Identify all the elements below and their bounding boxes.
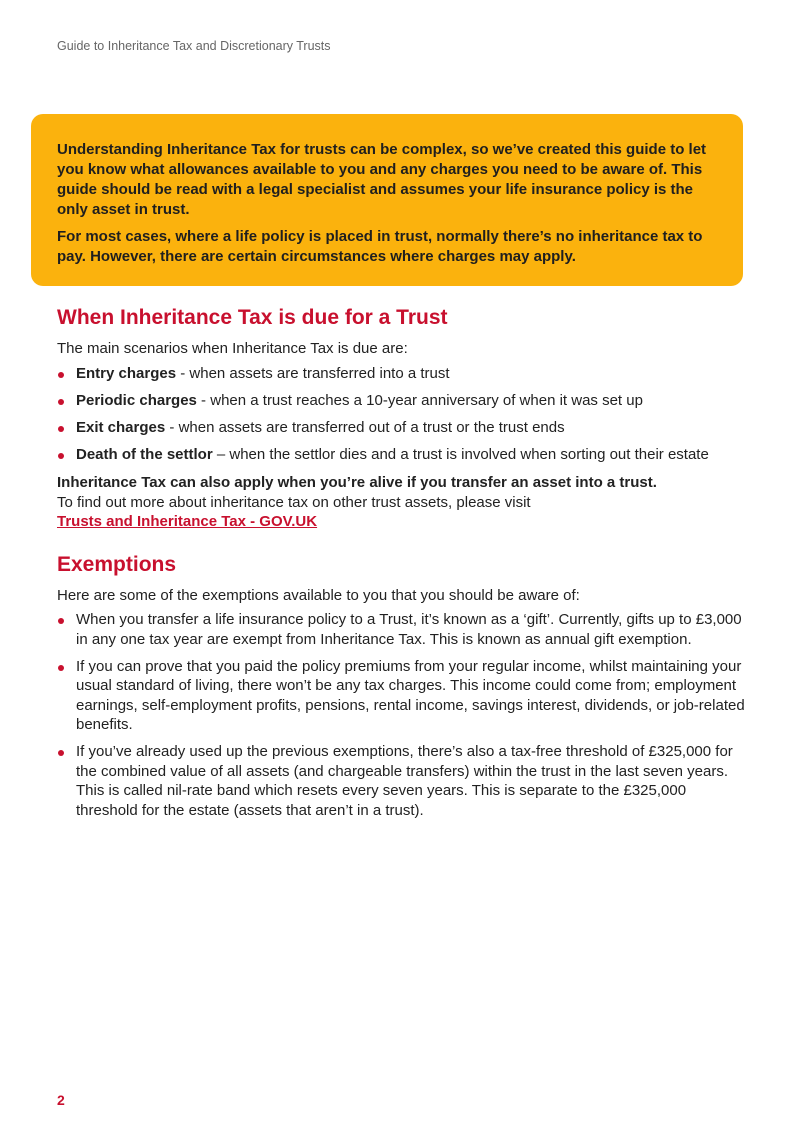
section-heading-when-due: When Inheritance Tax is due for a Trust xyxy=(57,306,448,329)
more-info-text: To find out more about inheritance tax on other trust assets, please visit xyxy=(57,493,531,511)
item-separator: – xyxy=(212,445,230,463)
item-separator: - xyxy=(196,391,211,409)
item-text: when assets are transferred out of a trust or the trust ends xyxy=(178,418,565,436)
list-item xyxy=(57,364,747,384)
alive-note: Inheritance Tax can also apply when you’re alive if you transfer an asset into a trust. xyxy=(57,474,657,491)
list-item xyxy=(57,391,747,411)
list-item xyxy=(57,445,747,465)
section-heading-exemptions: Exemptions xyxy=(57,552,177,576)
exemptions-list xyxy=(57,610,747,820)
main-content xyxy=(57,304,747,828)
item-term: Exit charges xyxy=(76,418,166,436)
item-text: when assets are transferred into a trust xyxy=(189,364,450,382)
item-term: Periodic charges xyxy=(76,391,197,409)
section-intro: The main scenarios when Inheritance Tax is due are: xyxy=(57,340,408,357)
item-separator: - xyxy=(176,364,190,382)
item-term: Entry charges xyxy=(76,364,177,382)
list-item: If you can prove that you paid the policy premiums from your regular income, whilst maintaining your usual standard of living, there won’t be any tax charges. This income could come from; employment earnings, self-employment profits, pensions, rental income, savings interest, dividends, or job-related benefits. xyxy=(57,657,747,735)
page-number: 2 xyxy=(57,1092,65,1108)
callout-paragraph: Understanding Inheritance Tax for trusts can be complex, so we’ve created this guide to let you know what allowances available to you and any charges you need to be aware of. This guide should be read with a legal specialist and assumes your life insurance policy is the only asset in trust. xyxy=(57,141,707,218)
list-item xyxy=(57,418,747,438)
list-item: If you’ve already used up the previous exemptions, there’s also a tax-free threshold of £325,000 for the combined value of all assets (and chargeable transfers) within the trust in the last seven years. This is called nil-rate band which resets every seven years. This is separate to the £325,000 threshold for the estate (assets that aren’t in a trust). xyxy=(57,742,747,820)
section-intro: Here are some of the exemptions available to you that you should be aware of: xyxy=(57,586,580,604)
item-text: when the settlor dies and a trust is involved when sorting out their estate xyxy=(229,445,709,463)
list-item: When you transfer a life insurance policy to a Trust, it’s known as a ‘gift’. Currently, gifts up to £3,000 in any one tax year are exempt from Inheritance Tax. This is known as annual gift exemption. xyxy=(57,610,747,649)
intro-callout xyxy=(31,114,743,286)
running-header: Guide to Inheritance Tax and Discretionary Trusts xyxy=(57,39,331,53)
charges-list xyxy=(57,364,747,465)
item-separator: - xyxy=(165,418,179,436)
govuk-link[interactable]: Trusts and Inheritance Tax - GOV.UK xyxy=(57,513,318,530)
callout-paragraph: For most cases, where a life policy is placed in trust, normally there’s no inheritance tax to pay. However, there are certain circumstances where charges may apply. xyxy=(57,228,703,265)
item-text: when a trust reaches a 10-year anniversary of when it was set up xyxy=(210,391,643,409)
item-term: Death of the settlor xyxy=(76,445,213,463)
